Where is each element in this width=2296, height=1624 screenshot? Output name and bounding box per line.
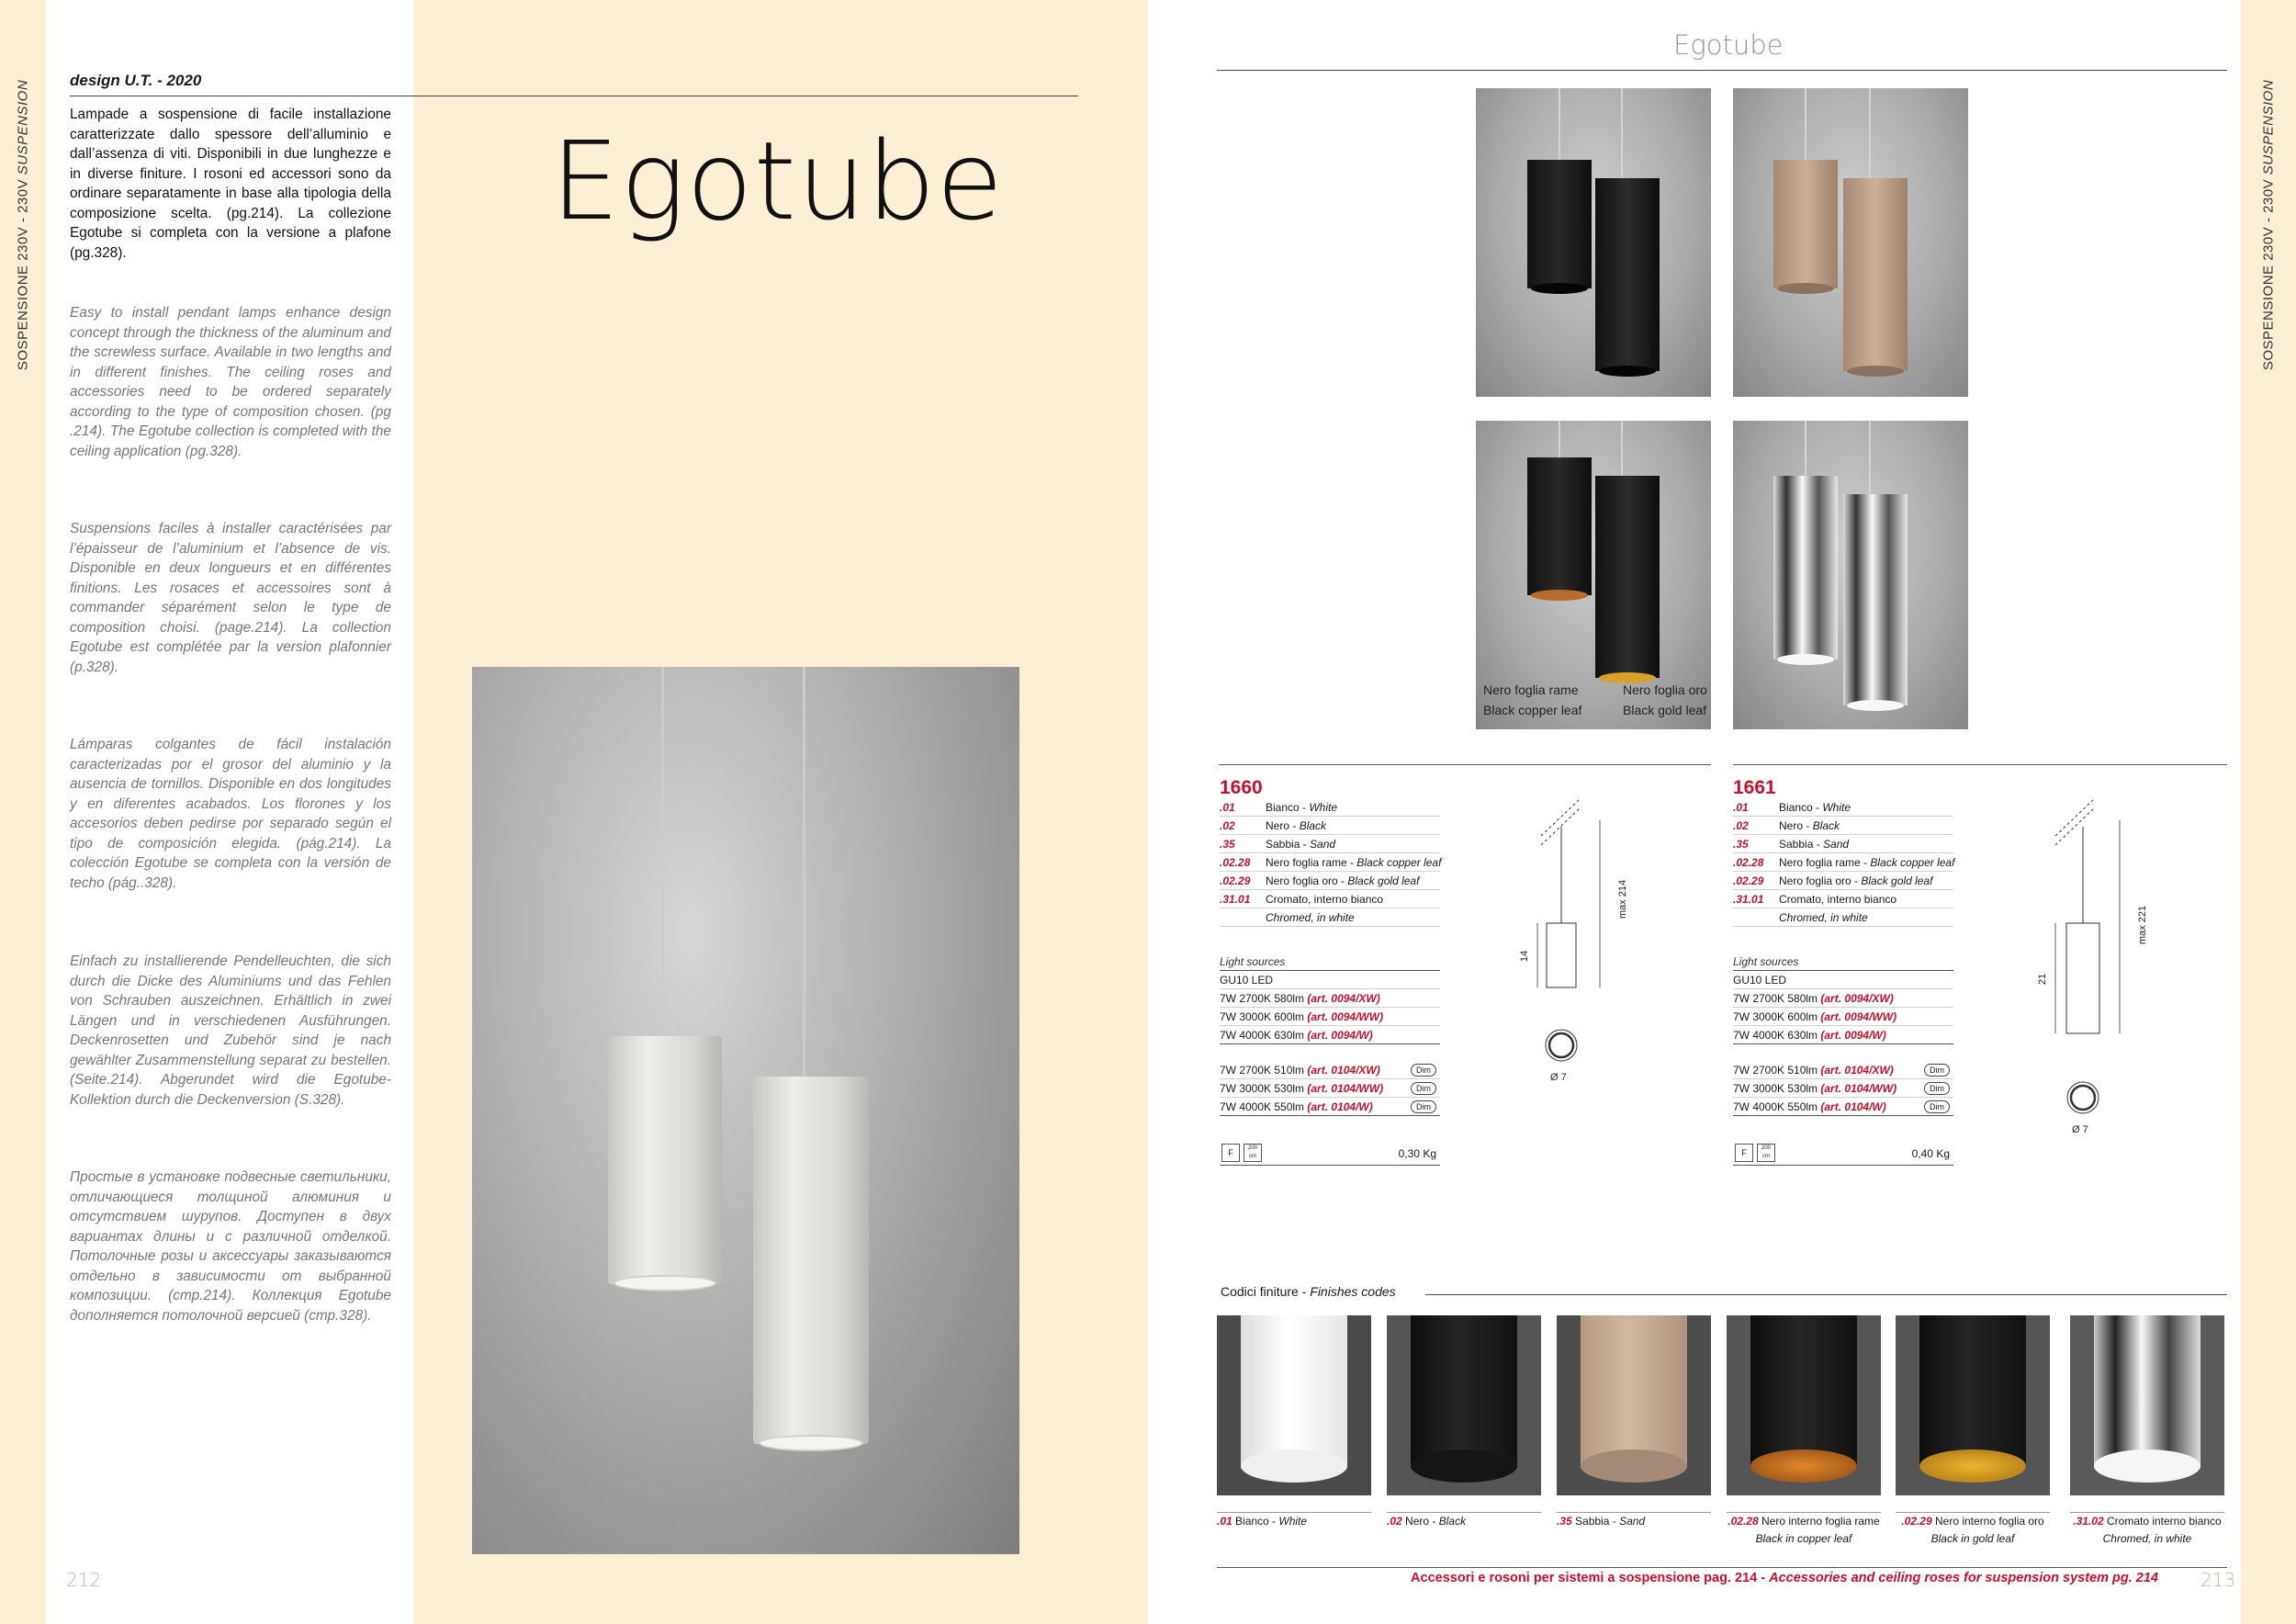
finish-row: .02.28 Nero foglia rame - Black copper leaf	[1220, 853, 1440, 872]
diameter-label: Ø 7	[1550, 1072, 1567, 1083]
source-row: 7W 4000K 550lm (art. 0104/W) Dim	[1733, 1098, 1953, 1116]
finish-row: .35 Sabbia - Sand	[1733, 835, 1953, 853]
finish-row: .02.28 Nero foglia rame - Black copper leaf	[1733, 853, 1953, 872]
swatch-gold	[1896, 1315, 2050, 1495]
finish-row: .31.01 Cromato, interno bianco	[1220, 890, 1440, 908]
diameter-label: Ø 7	[2072, 1124, 2088, 1135]
finish-row: .01 Bianco - White	[1733, 798, 1953, 817]
finish-row: Chromed, in white	[1220, 908, 1440, 927]
page-number-right: 213	[2200, 1569, 2236, 1591]
dimmable-badge: Dim	[1924, 1100, 1950, 1113]
photo-black	[1476, 88, 1711, 397]
source-row: 7W 4000K 630lm (art. 0094/W)	[1220, 1026, 1440, 1044]
height-label: 21	[2037, 973, 2049, 986]
photo-caption-copper: Nero foglia rame Black copper leaf	[1483, 682, 1582, 717]
height-label: 14	[1519, 950, 1531, 963]
product-code-1660: 1660	[1220, 777, 1263, 798]
dimmable-badge: Dim	[1924, 1082, 1950, 1095]
description-german: Einfach zu installierende Pendelleuchten, die sich durch die Dicke des Aluminiums und das Fehlen von Schrauben auszeichnen. Erhältlich in zwei Längen und in verschiedenen Ausführungen. Deckenrosetten und Zubehör sind je nach gewählter Zusammenstellung separat zu bestellen. (Seite.214). Abgerundet wird die Egotube-Kollektion durch die Deckenversion (S.328).	[70, 953, 391, 1108]
description-spanish: Lámparas colgantes de fácil instalación caracterizadas por el grosor del aluminio y la ausencia de tornillos. Disponible en dos longitudes y en diferentes acabados. Los florones y los accesorios deben pedirse por separado según el tipo de composición elegida. (pág.214). La colección Egotube se completa con la versión de techo (pág..328).	[70, 737, 391, 891]
source-row: 7W 4000K 550lm (art. 0104/W) Dim	[1220, 1098, 1440, 1116]
swatch-caption: .02.28 Nero interno foglia rame Black in copper leaf	[1727, 1512, 1881, 1548]
weight-row-1661	[1733, 1142, 1953, 1166]
swatch-black	[1387, 1315, 1541, 1495]
finish-codes-rule	[1425, 1294, 2227, 1295]
swatch-caption: .01 Bianco - White	[1217, 1512, 1371, 1530]
cable-length-icon: 200 cm	[1244, 1144, 1262, 1162]
max-height-label: max 221	[2137, 905, 2149, 945]
light-sources-label: Light sources	[1733, 953, 1953, 971]
hero-photo	[472, 667, 1019, 1554]
swatch-white	[1217, 1315, 1371, 1495]
dimmable-badge: Dim	[1411, 1082, 1436, 1095]
source-row: 7W 3000K 600lm (art. 0094/WW)	[1220, 1008, 1440, 1026]
side-label-left: SOSPENSIONE 230V - 230V SUSPENSION	[15, 79, 31, 371]
light-sources-1661	[1733, 953, 1953, 1116]
f-class-icon: F	[1221, 1144, 1240, 1162]
technical-drawing-1660	[1519, 795, 1644, 1098]
light-sources-label: Light sources	[1220, 953, 1440, 971]
weight-row-1660	[1220, 1142, 1440, 1166]
description-russian: Простые в установке подвесные светильники, отличающиеся толщиной алюминия и отсутствием шурупов. Доступен в двух вариантах длины и с различной отделкой. Потолочные розы и аксессуары заказываются отдельно в зависимости от выбранной композиции. (стр.214). Коллекция Egotube дополняется потолочной версией (стр.328).	[70, 1169, 391, 1324]
technical-drawing-1661	[2039, 795, 2158, 1144]
f-class-icon: F	[1735, 1144, 1753, 1162]
side-label-right: SOSPENSIONE 230V - 230V SUSPENSION	[2260, 79, 2277, 371]
section-rule	[1217, 70, 2227, 71]
dimmable-badge: Dim	[1411, 1100, 1436, 1113]
finish-row: .02 Nero - Black	[1220, 817, 1440, 835]
swatch-caption: .35 Sabbia - Sand	[1557, 1512, 1711, 1530]
source-row: 7W 3000K 530lm (art. 0104/WW) Dim	[1733, 1079, 1953, 1098]
dimmable-badge: Dim	[1924, 1064, 1950, 1077]
accessories-note: Accessori e rosoni per sistemi a sospensione pag. 214 - Accessories and ceiling roses for suspension system pg. 214	[1411, 1571, 2158, 1585]
finish-row: .31.01 Cromato, interno bianco	[1733, 890, 1953, 908]
photo-chrome	[1733, 421, 1968, 729]
source-type: GU10 LED	[1733, 971, 1953, 989]
finish-table-1660	[1220, 798, 1440, 927]
design-label: design U.T. - 2020	[70, 72, 202, 89]
source-type: GU10 LED	[1220, 971, 1440, 989]
source-row: 7W 2700K 580lm (art. 0094/XW)	[1220, 989, 1440, 1008]
light-sources-1660	[1220, 953, 1440, 1116]
source-row: 7W 3000K 530lm (art. 0104/WW) Dim	[1220, 1079, 1440, 1098]
photo-caption-gold: Nero foglia oro Black gold leaf	[1623, 682, 1707, 717]
finish-row: .02.29 Nero foglia oro - Black gold leaf	[1220, 872, 1440, 890]
max-height-label: max 214	[1617, 879, 1629, 919]
swatch-caption: .02.29 Nero interno foglia oro Black in gold leaf	[1896, 1512, 2050, 1548]
photo-black-copper-gold	[1476, 421, 1711, 729]
page-title: Egotube	[551, 118, 1005, 244]
finish-row: .02 Nero - Black	[1733, 817, 1953, 835]
page-number-left: 212	[66, 1569, 102, 1591]
cable-length-icon: 200 cm	[1757, 1144, 1775, 1162]
source-row: 7W 2700K 510lm (art. 0104/XW) Dim	[1220, 1061, 1440, 1079]
product-code-1661: 1661	[1733, 777, 1776, 798]
swatch-chrome	[2070, 1315, 2224, 1495]
swatch-caption: .31.02 Cromato interno bianco Chromed, in white	[2070, 1512, 2224, 1548]
swatch-sand	[1557, 1315, 1711, 1495]
section-title: Egotube	[1673, 29, 1784, 61]
source-row: 7W 4000K 630lm (art. 0094/W)	[1733, 1026, 1953, 1044]
finish-table-1661	[1733, 798, 1953, 927]
description-english: Easy to install pendant lamps enhance design concept through the thickness of the aluminum and the screwless surface. Available in two lengths and in different finishes. The ceiling roses and accessories need to be ordered separately according to the type of composition chosen. (pg .214). The Egotube collection is completed with the ceiling application (pg.328).	[70, 305, 391, 459]
finish-row: .01 Bianco - White	[1220, 798, 1440, 817]
weight-value: 0,30 Kg	[1398, 1147, 1436, 1160]
product-rule-1660	[1219, 764, 1711, 765]
finish-row: Chromed, in white	[1733, 908, 1953, 927]
swatch-copper	[1727, 1315, 1881, 1495]
product-rule-1661	[1733, 764, 2227, 765]
finish-row: .02.29 Nero foglia oro - Black gold leaf	[1733, 872, 1953, 890]
dimmable-badge: Dim	[1411, 1064, 1436, 1077]
finish-row: .35 Sabbia - Sand	[1220, 835, 1440, 853]
source-row: 7W 2700K 580lm (art. 0094/XW)	[1733, 989, 1953, 1008]
photo-sand	[1733, 88, 1968, 397]
source-row: 7W 3000K 600lm (art. 0094/WW)	[1733, 1008, 1953, 1026]
description-french: Suspensions faciles à installer caractérisées par l’épaisseur de l’aluminium et l’absence de vis. Disponible en deux longueurs et en différentes finitions. Les rosaces et accessoires sont à commander séparément selon le type de composition choisi. (page.214). La collection Egotube est complétée par la version plafonnier (p.328).	[70, 521, 391, 675]
swatch-caption: .02 Nero - Black	[1387, 1512, 1541, 1530]
finish-codes-label: Codici finiture - Finishes codes	[1221, 1284, 1396, 1299]
weight-value: 0,40 Kg	[1911, 1147, 1950, 1160]
footer-rule	[1217, 1567, 2227, 1568]
source-row: 7W 2700K 510lm (art. 0104/XW) Dim	[1733, 1061, 1953, 1079]
description-italian: Lampade a sospensione di facile installazione caratterizzate dallo spessore dell’alluminio e dall’assenza di viti. Disponibili in due lunghezze e in diverse finiture. I rosoni ed accessori sono da ordinare separatamente in base alla tipologia della composizione scelta. (pg.214). La collezione Egotube si completa con la versione a plafone (pg.328).	[70, 107, 391, 261]
